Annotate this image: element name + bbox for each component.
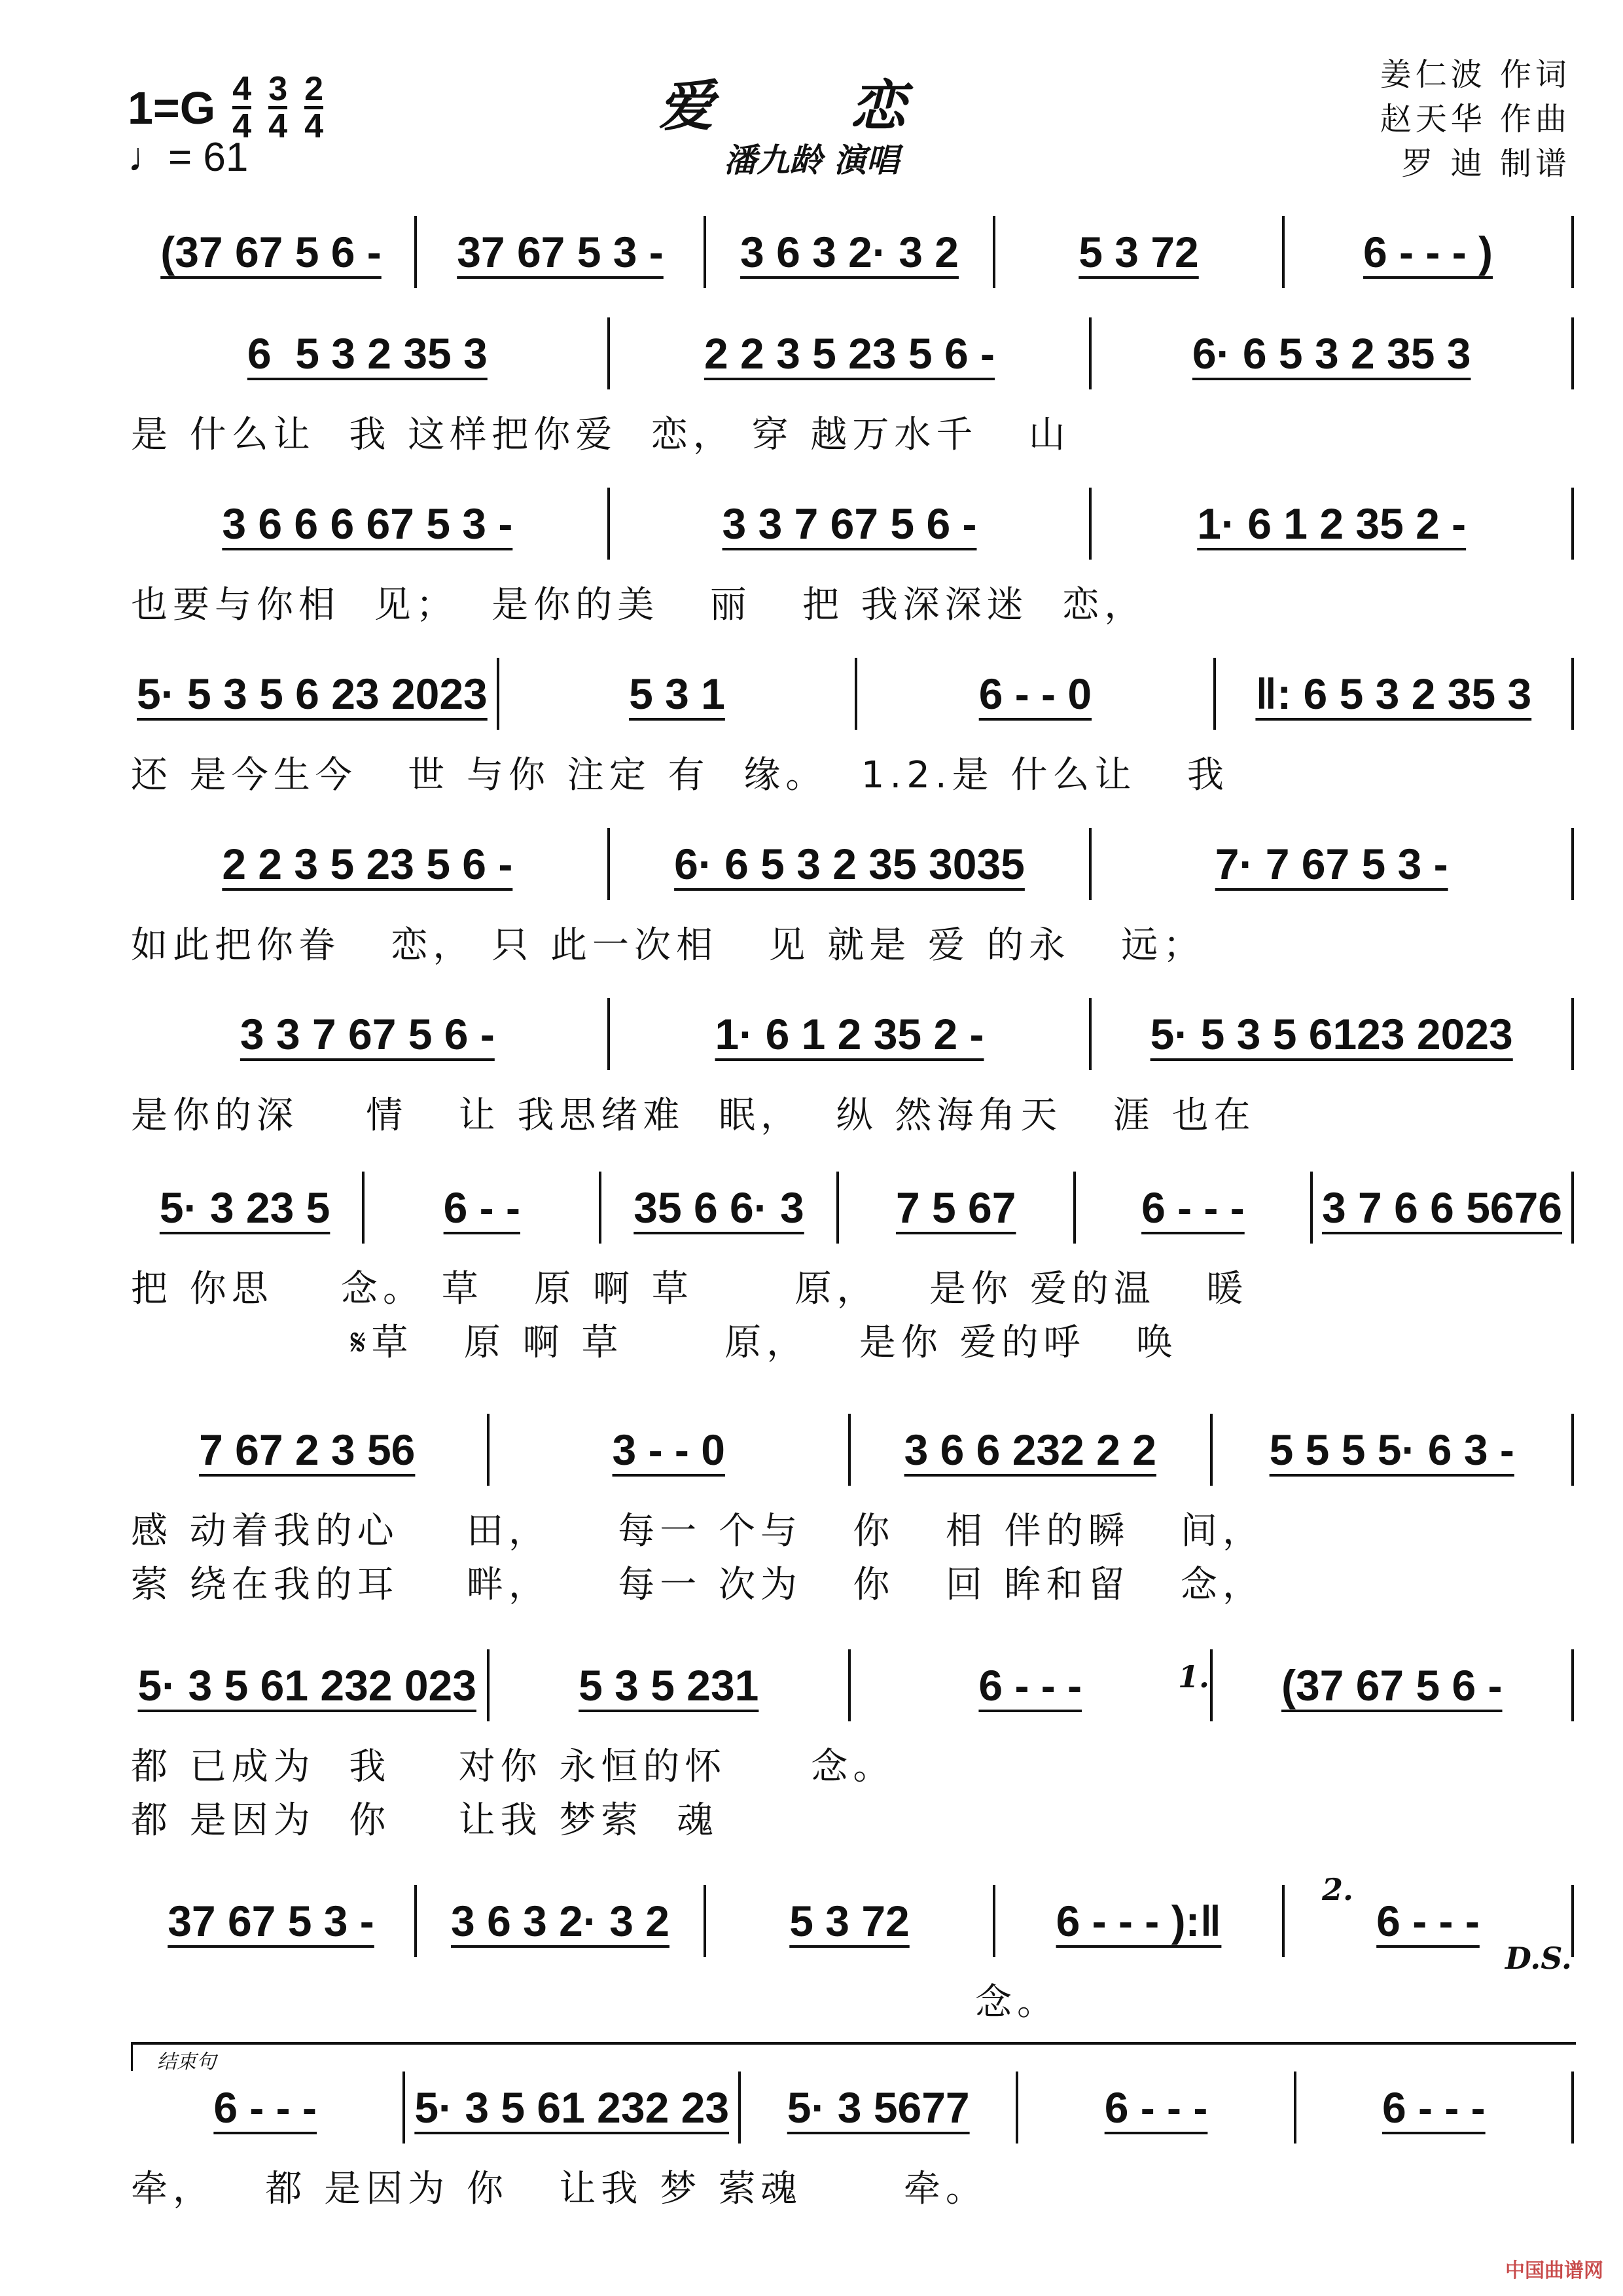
- lyric-line: 感 动着我的心 田， 每一 个与 你 相 伴的瞬 间，: [131, 1510, 1265, 1552]
- measure: 7· 7 67 5 3 -: [1092, 828, 1574, 900]
- measure: 6 5 3 2 35 3: [128, 317, 610, 389]
- measure: 2 2 3 5 23 5 6 -: [610, 317, 1092, 389]
- staff-system: [128, 998, 1574, 1070]
- measure: 3 - - 0: [490, 1414, 851, 1486]
- lyric-line: 也要与你相 见； 是你的美 丽 把 我深深迷 恋，: [131, 584, 1147, 626]
- measure: (37 67 5 6 -: [1213, 1649, 1575, 1721]
- staff-system: [128, 488, 1574, 560]
- measure: 6 - - - ): [1285, 216, 1574, 288]
- measure: ‖: 6 5 3 2 35 3: [1216, 658, 1574, 730]
- measure: 6 - - 0: [857, 658, 1215, 730]
- volta-1: 1.: [1178, 1659, 1210, 1695]
- lyric-line: 还 是今生今 世 与你 注定 有 缘。 1.2.是 什么让 我: [131, 754, 1229, 797]
- measure: 6 - - -: [128, 2072, 405, 2144]
- measure: 5 5 5 5· 6 3 -: [1213, 1414, 1575, 1486]
- measure: 1· 6 1 2 35 2 -: [610, 998, 1092, 1070]
- tempo: ♩= 61: [128, 135, 249, 180]
- measure: 3 3 7 67 5 6 -: [128, 998, 610, 1070]
- time-sig-3-4: $\frac{3}{4}$: [268, 70, 288, 145]
- measure: 6· 6 5 3 2 35 3035: [610, 828, 1092, 900]
- measure: 6 - - -: [1285, 1885, 1574, 1957]
- measure: 6 - - -: [1296, 2072, 1574, 2144]
- song-title: 爱 恋: [658, 73, 965, 138]
- measure: 6 - - -: [1076, 1172, 1313, 1244]
- key: 1=G: [128, 82, 216, 134]
- measure: 37 67 5 3 -: [417, 216, 706, 288]
- staff-system: [128, 1885, 1574, 1957]
- lyric-line: 都 是因为 你 让我 梦萦 魂: [131, 1799, 719, 1842]
- time-sig-4-4: $\frac{4}{4}$: [232, 70, 252, 145]
- measure: 3 3 7 67 5 6 -: [610, 488, 1092, 560]
- measure: 5 3 5 231: [490, 1649, 851, 1721]
- lyric-line: 是你的深 情 让 我思绪难 眠， 纵 然海角天 涯 也在: [131, 1094, 1256, 1137]
- lyric-line: 是 什么让 我 这样把你爱 恋， 穿 越万水千 山: [131, 414, 1071, 456]
- measure: 6 - - -: [851, 1649, 1213, 1721]
- measure: 5· 3 5 61 232 23: [405, 2072, 741, 2144]
- dal-segno: D.S.: [1505, 1941, 1572, 1976]
- lyric-line: 把 你思 念。 草 原 啊 草 原， 是你 爱的温 暖: [131, 1268, 1249, 1310]
- measure: 5· 3 5677: [741, 2072, 1018, 2144]
- measure: 37 67 5 3 -: [128, 1885, 417, 1957]
- measure: 1· 6 1 2 35 2 -: [1092, 488, 1574, 560]
- measure: 5· 5 3 5 6123 2023: [1092, 998, 1574, 1070]
- staff-system: [128, 658, 1574, 730]
- measure: (37 67 5 6 -: [128, 216, 417, 288]
- measure: 5· 5 3 5 6 23 2023: [128, 658, 499, 730]
- measure: 5 3 1: [499, 658, 857, 730]
- lyric-line: 萦 绕在我的耳 畔， 每一 次为 你 回 眸和留 念，: [131, 1564, 1265, 1606]
- staff-system: [128, 1414, 1574, 1486]
- staff-system: [128, 2072, 1574, 2144]
- measure: 5· 3 23 5: [128, 1172, 365, 1244]
- measure: 7 67 2 3 56: [128, 1414, 490, 1486]
- measure: 3 6 6 6 67 5 3 -: [128, 488, 610, 560]
- measure: 3 6 3 2· 3 2: [706, 216, 995, 288]
- credits: [1380, 52, 1571, 186]
- measure: 6· 6 5 3 2 35 3: [1092, 317, 1574, 389]
- lyric-line: 牵， 都 是因为 你 让我 梦 萦魂 牵。: [131, 2168, 988, 2210]
- lyric-line: 如此把你眷 恋， 只 此一次相 见 就是 爱 的永 远；: [131, 924, 1205, 967]
- measure: 6 - - - ):‖: [995, 1885, 1285, 1957]
- measure: 3 7 6 6 5676: [1313, 1172, 1574, 1244]
- measure: 5 3 72: [706, 1885, 995, 1957]
- measure: 5· 3 5 61 232 023: [128, 1649, 490, 1721]
- transcriber: 罗 迪 制谱: [1401, 145, 1571, 182]
- measure: 2 2 3 5 23 5 6 -: [128, 828, 610, 900]
- staff-system: [128, 1172, 1574, 1244]
- time-sig-2-4: $\frac{2}{4}$: [304, 70, 324, 145]
- composer: 赵天华 作曲: [1380, 101, 1571, 137]
- measure: 35 6 6· 3: [601, 1172, 838, 1244]
- lyric-line: 𝄋草 原 啊 草 原， 是你 爱的呼 唤: [131, 1321, 1178, 1364]
- singer: 潘九龄 演唱: [724, 141, 899, 179]
- lyricist: 姜仁波 作词: [1380, 56, 1571, 93]
- measure: 5 3 72: [995, 216, 1285, 288]
- measure: 7 5 67: [839, 1172, 1076, 1244]
- watermark-logo: 中国曲谱网: [1505, 2259, 1603, 2282]
- measure: 6 - -: [365, 1172, 601, 1244]
- measure: 3 6 3 2· 3 2: [417, 1885, 706, 1957]
- measure: 3 6 6 232 2 2: [851, 1414, 1213, 1486]
- lyric-line: 都 已成为 我 对你 永恒的怀 念。: [131, 1746, 895, 1788]
- staff-system: [128, 828, 1574, 900]
- volta-2: 2.: [1322, 1872, 1354, 1907]
- measure: 6 - - -: [1018, 2072, 1296, 2144]
- staff-system: [128, 317, 1574, 389]
- ending-bracket: [131, 2042, 1576, 2071]
- staff-system: [128, 216, 1574, 288]
- ending-label: 结束句: [157, 2051, 216, 2073]
- staff-system: [128, 1649, 1574, 1721]
- lyric-line: 念。: [131, 1981, 1060, 2024]
